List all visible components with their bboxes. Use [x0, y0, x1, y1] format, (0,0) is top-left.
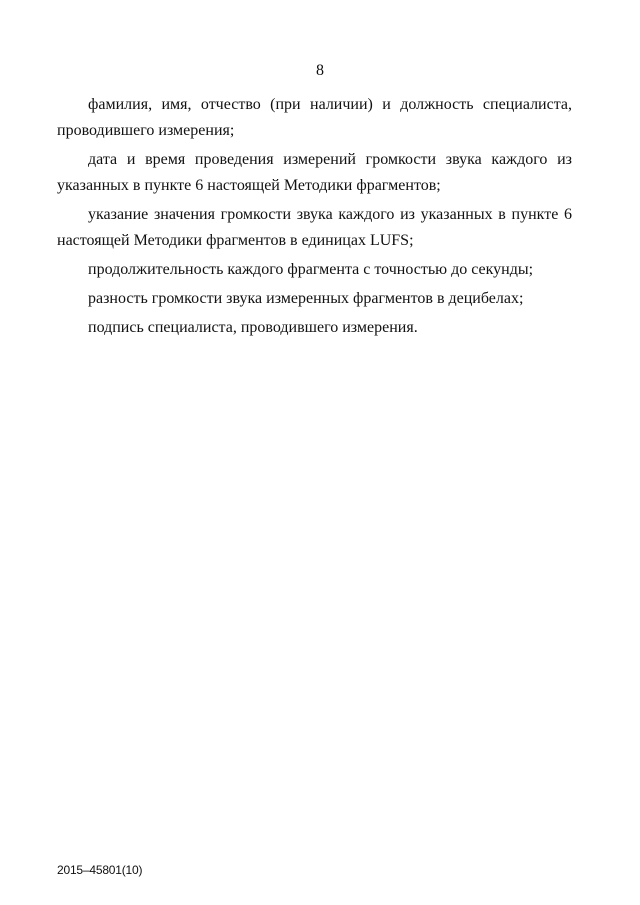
document-code: 2015–45801(10) — [57, 863, 143, 877]
paragraph-loudness-difference: разность громкости звука измеренных фрагментов в децибелах; — [88, 290, 524, 307]
paragraph-fragment-duration: продолжительность каждого фрагмента с точностью до секунды; — [88, 261, 534, 278]
paragraph-measurement-datetime: дата и время проведения измерений громкости звука каждого из указанных в пункте 6 настоящей Методики фрагментов; — [57, 151, 572, 194]
paragraph-signature: подпись специалиста, проводившего измерения. — [88, 319, 418, 336]
document-body — [57, 92, 572, 341]
page-number: 8 — [316, 62, 324, 79]
paragraph-loudness-value: указание значения громкости звука каждого из указанных в пункте 6 настоящей Методики фрагментов в единицах LUFS; — [57, 206, 572, 249]
paragraph-specialist-name: фамилия, имя, отчество (при наличии) и должность специалиста, проводившего измерения; — [57, 96, 572, 139]
